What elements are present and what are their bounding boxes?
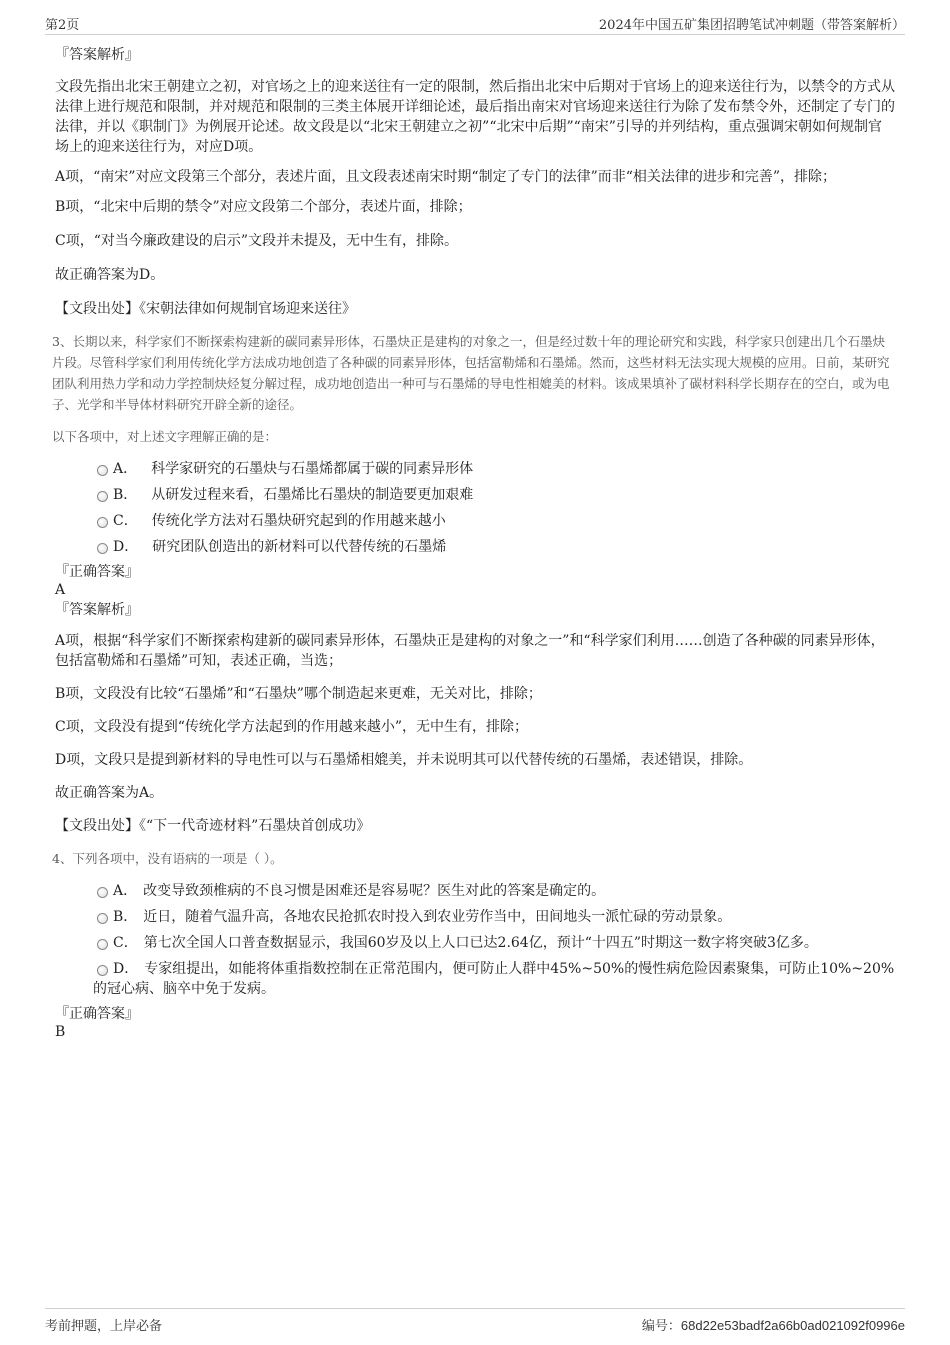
page-footer	[45, 1308, 905, 1334]
q3-option-b-analysis: B项，文段没有比较“石墨烯”和“石墨炔”哪个制造起来更难，无关对比，排除；	[55, 686, 542, 702]
q2-conclusion: 故正确答案为D。	[55, 267, 165, 283]
q4-option-b[interactable]: B． 近日，随着气温升高，各地农民抢抓农时投入到农业劳作当中，田间地头一派忙碌的劳动景象。	[55, 907, 895, 927]
q2-analysis-text: 文段先指出北宋王朝建立之初，对官场之上的迎来送往有一定的限制，然后指出北宋中后期对于官场上的迎来送往行为，以禁令的方式从法律上进行规范和限制，并对规范和限制的三类主体展开详细论述，最后指出南宋对官场迎来送往行为除了发布禁令外，还制定了专门的法律，并以《职制门》为例展开论述。故文段是以“北宋王朝建立之初”“北宋中后期”“南宋”引导的并列结构，重点强调宋朝如何规制官场上的迎来送往行为，对应D项。	[55, 79, 895, 155]
q3-option-b[interactable]: B． 从研发过程来看，石墨烯比石墨炔的制造要更加艰难	[55, 485, 895, 505]
radio-icon[interactable]	[97, 965, 108, 976]
q4-answer-label: 『正确答案』	[55, 1006, 139, 1022]
radio-icon[interactable]	[97, 543, 108, 554]
q4-answer: B	[55, 1024, 66, 1040]
document-code	[642, 1315, 905, 1334]
radio-icon[interactable]	[97, 491, 108, 502]
q3-option-d[interactable]: D． 研究团队创造出的新材料可以代替传统的石墨烯	[55, 537, 895, 557]
q4-options	[55, 881, 895, 999]
q3-option-c-analysis: C项，文段没有提到“传统化学方法起到的作用越来越小”，无中生有，排除；	[55, 719, 529, 735]
document-body	[52, 46, 895, 1041]
q3-option-a-analysis: A项，根据“科学家们不断探索构建新的碳同素异形体，石墨炔正是建构的对象之一”和“科学家们利用……创造了各种碳的同素异形体，包括富勒烯和石墨烯”可知，表述正确，当选；	[55, 633, 885, 669]
q2-option-a-analysis: A项，“南宋”对应文段第三个部分，表述片面，且文段表述南宋时期“制定了专门的法律”而非“相关法律的进步和完善”，排除；	[55, 169, 837, 185]
q3-options	[55, 459, 895, 557]
q3-option-c[interactable]: C． 传统化学方法对石墨炔研究起到的作用越来越小	[55, 511, 895, 531]
footer-slogan: 考前押题，上岸必备	[45, 1319, 163, 1334]
radio-icon[interactable]	[97, 913, 108, 924]
q4-option-d[interactable]: D． 专家组提出，如能将体重指数控制在正常范围内，便可防止人群中45%~50%的慢性病危险因素聚集，可防止10%~20%的冠心病、脑卒中免于发病。	[93, 961, 895, 997]
radio-icon[interactable]	[97, 517, 108, 528]
q3-prompt: 以下各项中，对上述文字理解正确的是：	[52, 429, 278, 444]
q3-conclusion: 故正确答案为A。	[55, 785, 164, 801]
q2-source: 【文段出处】《宋朝法律如何规制官场迎来送往》	[55, 301, 356, 317]
document-code-label: 编号：	[641, 1319, 681, 1334]
radio-icon[interactable]	[97, 465, 108, 476]
page-header	[45, 12, 905, 35]
q3-answer: A	[55, 582, 66, 598]
document-code-value: 68d22e53badf2a66b0ad021092f0996e	[680, 1318, 905, 1333]
q2-analysis-label: 『答案解析』	[55, 47, 139, 63]
q3-option-a[interactable]: A． 科学家研究的石墨炔与石墨烯都属于碳的同素异形体	[55, 459, 895, 479]
page-number: 第2页	[45, 18, 80, 33]
q4-option-a[interactable]: A． 改变导致颈椎病的不良习惯是困难还是容易呢？医生对此的答案是确定的。	[55, 881, 895, 901]
q3-answer-label: 『正确答案』	[55, 564, 139, 580]
q3-question-text: 3、长期以来，科学家们不断探索构建新的碳同素异形体，石墨炔正是建构的对象之一，但是经过数十年的理论研究和实践，科学家只创建出几个石墨炔片段。尽管科学家们利用传统化学方法成功地创造了各种碳的同素异形体，包括富勒烯和石墨烯。然而，这些材料无法实现大规模的应用。日前，某研究团队利用热力学和动力学控制炔烃复分解过程，成功地创造出一种可与石墨烯的导电性相媲美的材料。该成果填补了碳材料科学长期存在的空白，或为电子、光学和半导体材料研究开辟全新的途径。	[52, 334, 890, 412]
q3-option-d-analysis: D项，文段只是提到新材料的导电性可以与石墨烯相媲美，并未说明其可以代替传统的石墨烯，表述错误，排除。	[55, 752, 753, 768]
q2-option-b-analysis: B项，“北宋中后期的禁令”对应文段第二个部分，表述片面，排除；	[55, 199, 472, 215]
q4-question-text: 4、下列各项中，没有语病的一项是（ ）。	[52, 851, 283, 866]
q3-analysis-label: 『答案解析』	[55, 602, 139, 618]
radio-icon[interactable]	[97, 887, 108, 898]
q3-source: 【文段出处】《“下一代奇迹材料”石墨炔首创成功》	[55, 818, 371, 834]
radio-icon[interactable]	[97, 939, 108, 950]
q4-option-c[interactable]: C． 第七次全国人口普查数据显示，我国60岁及以上人口已达2.64亿，预计“十四五”时期这一数字将突破3亿多。	[55, 933, 895, 953]
document-title: 2024年中国五矿集团招聘笔试冲刺题（带答案解析）	[598, 18, 905, 33]
q2-option-c-analysis: C项，“对当今廉政建设的启示”文段并未提及，无中生有，排除。	[55, 233, 459, 249]
